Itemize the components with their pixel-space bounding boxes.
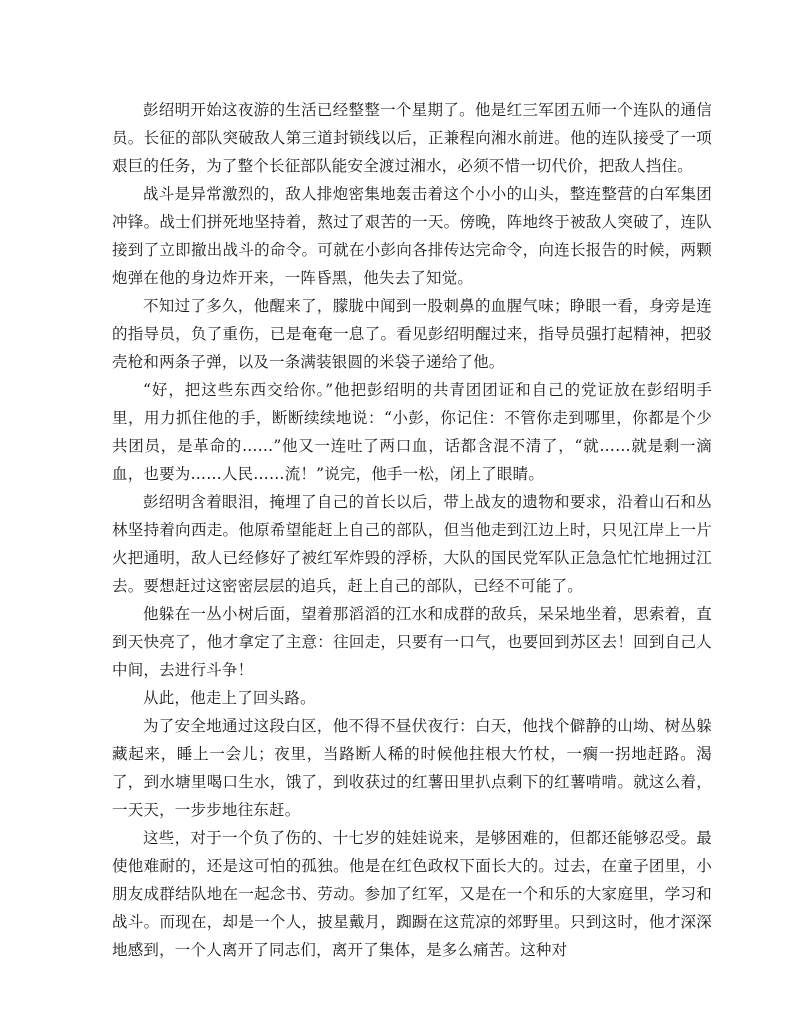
paragraph-9: 这些，对于一个负了伤的、十七岁的娃娃说来，是够困难的，但都还能够忍受。最使他难耐的，还是这可怕的孤独。他是在红色政权下面长大的。过去，在童子团里，小朋友成群结队地在一起念书、劳动。参加了红军，又是在一个和乐的大家庭里，学习和战斗。而现在，却是一个人，披星戴月，踟蹰在这荒凉的郊野里。只到这时，他才深深地感到，一个人离开了同志们，离开了集体，是多么痛苦。这种对 [112, 829, 712, 959]
paragraph-1: 彭绍明开始这夜游的生活已经整整一个星期了。他是红三军团五师一个连队的通信员。长征的部队突破敌人第三道封锁线以后，正兼程向湘水前进。他的连队接受了一项艰巨的任务，为了整个长征部队能安全渡过湘水，必须不惜一切代价，把敌人挡住。 [112, 101, 712, 175]
document-body [112, 96, 712, 964]
paragraph-8: 为了安全地通过这段白区，他不得不昼伏夜行：白天，他找个僻静的山坳、树丛躲藏起来，睡上一会儿；夜里，当路断人稀的时候他拄根大竹杖，一瘸一拐地赶路。渴了，到水塘里喝口生水，饿了，到收获过的红薯田里扒点剩下的红薯啃啃。就这么着，一天天，一步步地往东赶。 [112, 717, 712, 819]
paragraph-7: 从此，他走上了回头路。 [143, 689, 316, 707]
paragraph-5: 彭绍明含着眼泪，掩埋了自己的首长以后，带上战友的遗物和要求，沿着山石和丛林坚持着向西走。他原希望能赶上自己的部队，但当他走到江边上时，只见江岸上一片火把通明，敌人已经修好了被红军炸毁的浮桥，大队的国民党军队正急急忙忙地拥过江去。要想赶过这密密层层的追兵，赶上自己的部队，已经不可能了。 [112, 493, 712, 595]
paragraph-3: 不知过了多久，他醒来了，朦胧中闻到一股刺鼻的血腥气味；睁眼一看，身旁是连的指导员，负了重伤，已是奄奄一息了。看见彭绍明醒过来，指导员强打起精神，把驳壳枪和两条子弹，以及一条满装银圆的米袋子递给了他。 [112, 297, 712, 371]
paragraph-4: “好，把这些东西交给你。”他把彭绍明的共青团团证和自己的党证放在彭绍明手里，用力抓住他的手，断断续续地说：“小彭，你记住：不管你走到哪里，你都是个少共团员，是革命的……”他又一连吐了两口血，话都含混不清了，“就……就是剩一滴血，也要为……人民……流！”说完，他手一松，闭上了眼睛。 [112, 381, 712, 483]
paragraph-2: 战斗是异常激烈的，敌人排炮密集地轰击着这个小小的山头，整连整营的白军集团冲锋。战士们拼死地坚持着，熬过了艰苦的一天。傍晚，阵地终于被敌人突破了，连队接到了立即撤出战斗的命令。可就在小彭向各排传达完命令，向连长报告的时候，两颗炮弹在他的身边炸开来，一阵昏黑，他失去了知觉。 [112, 185, 712, 287]
paragraph-6: 他躲在一丛小树后面，望着那滔滔的江水和成群的敌兵，呆呆地坐着，思索着，直到天快亮了，他才拿定了主意：往回走，只要有一口气，也要回到苏区去！回到自己人中间，去进行斗争！ [112, 605, 712, 679]
